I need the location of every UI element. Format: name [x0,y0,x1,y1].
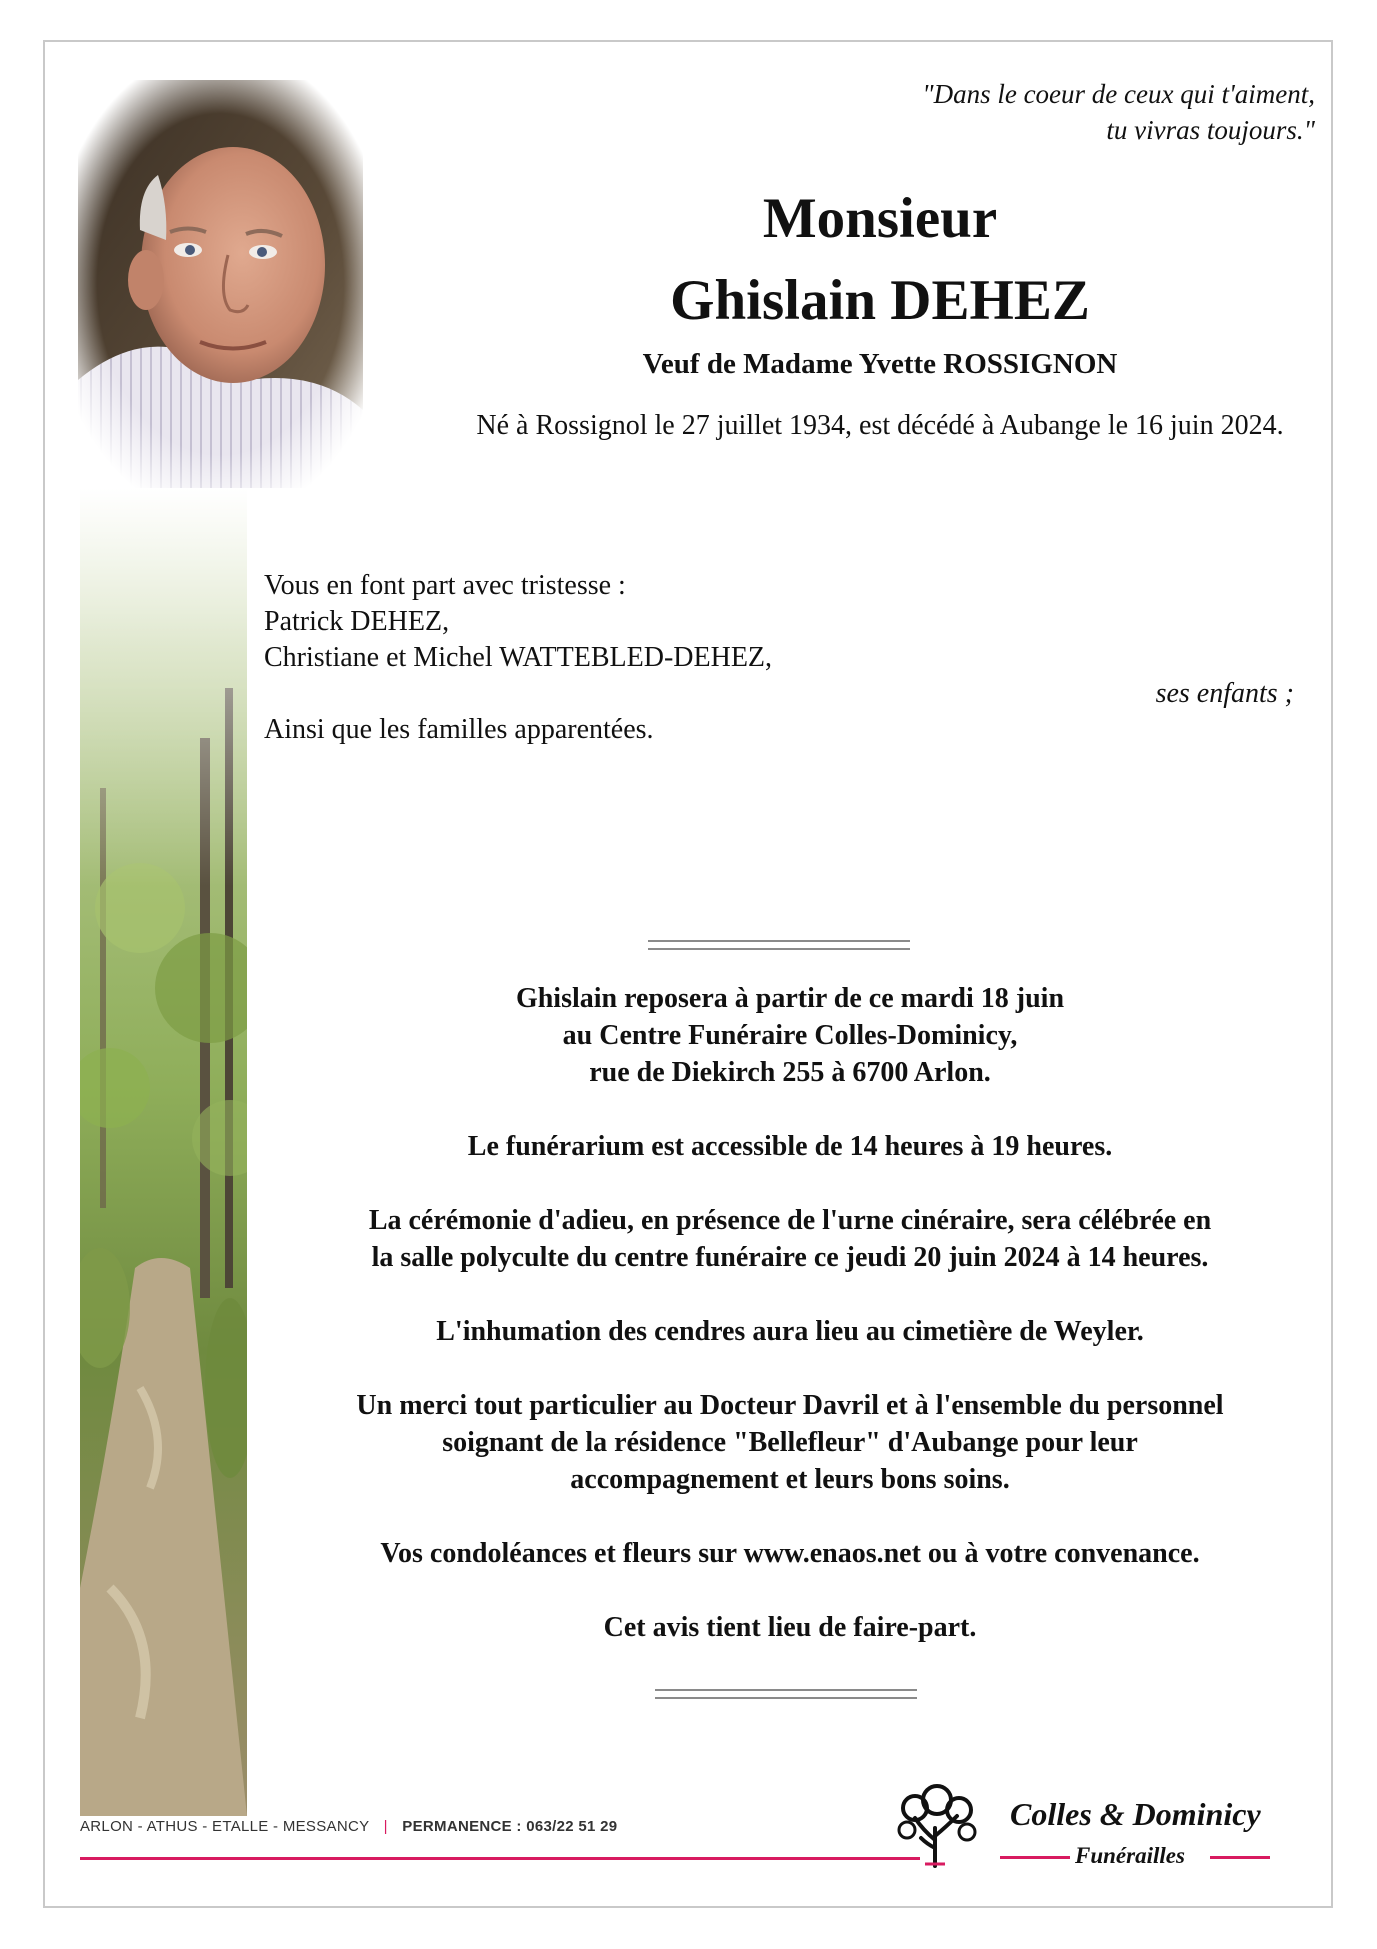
tree-logo-icon [885,1778,985,1868]
detail-paragraph [270,1535,1310,1572]
portrait-photo [78,80,363,488]
footer-permanence: PERMANENCE : 063/22 51 29 [402,1818,618,1835]
memorial-quote [715,76,1315,148]
detail-line: Vos condoléances et fleurs sur www.enaos.net ou à votre convenance. [380,1538,1200,1569]
family-member: Patrick DEHEZ, [264,606,450,637]
detail-line: Cet avis tient lieu de faire-part. [603,1612,977,1643]
detail-paragraph [270,1609,1310,1646]
family-announcement [264,568,1314,748]
family-member: Christiane et Michel WATTEBLED-DEHEZ, [264,642,773,673]
detail-paragraph [270,1313,1310,1350]
family-closing: Ainsi que les familles apparentées. [264,714,654,745]
brand-line-left [1000,1856,1070,1859]
footer-pink-line [80,1857,920,1860]
detail-paragraph [270,1128,1310,1165]
detail-paragraph [270,980,1310,1091]
detail-paragraph [270,1387,1310,1498]
bottom-divider [655,1689,917,1699]
detail-line: La cérémonie d'adieu, en présence de l'urne cinéraire, sera célébrée en [368,1205,1212,1236]
deceased-title [425,178,1335,342]
detail-paragraph [270,1202,1310,1276]
funeral-details [270,980,1310,1683]
detail-line: soignant de la résidence "Bellefleur" d'Aubange pour leur [442,1427,1138,1458]
footer-separator: | [383,1818,388,1835]
quote-line-2: tu vivras toujours." [1106,115,1315,145]
forest-path-image [80,488,247,1816]
top-divider [648,940,910,950]
quote-line-1: "Dans le coeur de ceux qui t'aiment, [922,79,1315,109]
detail-line: accompagnement et leurs bons soins. [570,1464,1010,1495]
family-intro: Vous en font part avec tristesse : [264,570,626,601]
detail-line: au Centre Funéraire Colles-Dominicy, [562,1020,1018,1051]
detail-line: Le funérarium est accessible de 14 heures à 19 heures. [467,1131,1113,1162]
brand-name: Colles & Dominicy [1010,1796,1261,1832]
honorific: Monsieur [762,187,998,250]
footer-contact [80,1818,617,1835]
detail-line: rue de Diekirch 255 à 6700 Arlon. [589,1057,991,1088]
detail-line: Un merci tout particulier au Docteur Davril et à l'ensemble du personnel [356,1390,1224,1421]
brand-line-right [1210,1856,1270,1859]
detail-line: L'inhumation des cendres aura lieu au cimetière de Weyler. [436,1316,1144,1347]
widow-of-line: Veuf de Madame Yvette ROSSIGNON [642,348,1118,380]
detail-line: la salle polyculte du centre funéraire ce jeudi 20 juin 2024 à 14 heures. [371,1242,1209,1273]
brand-subtitle: Funérailles [1075,1843,1185,1868]
birth-death-line: Né à Rossignol le 27 juillet 1934, est décédé à Aubange le 16 juin 2024. [476,410,1284,441]
detail-line: Ghislain reposera à partir de ce mardi 18 juin [515,983,1065,1014]
footer-locations: ARLON - ATHUS - ETALLE - MESSANCY [80,1818,370,1835]
family-relation: ses enfants ; [1155,678,1294,709]
deceased-name: Ghislain DEHEZ [670,269,1090,332]
